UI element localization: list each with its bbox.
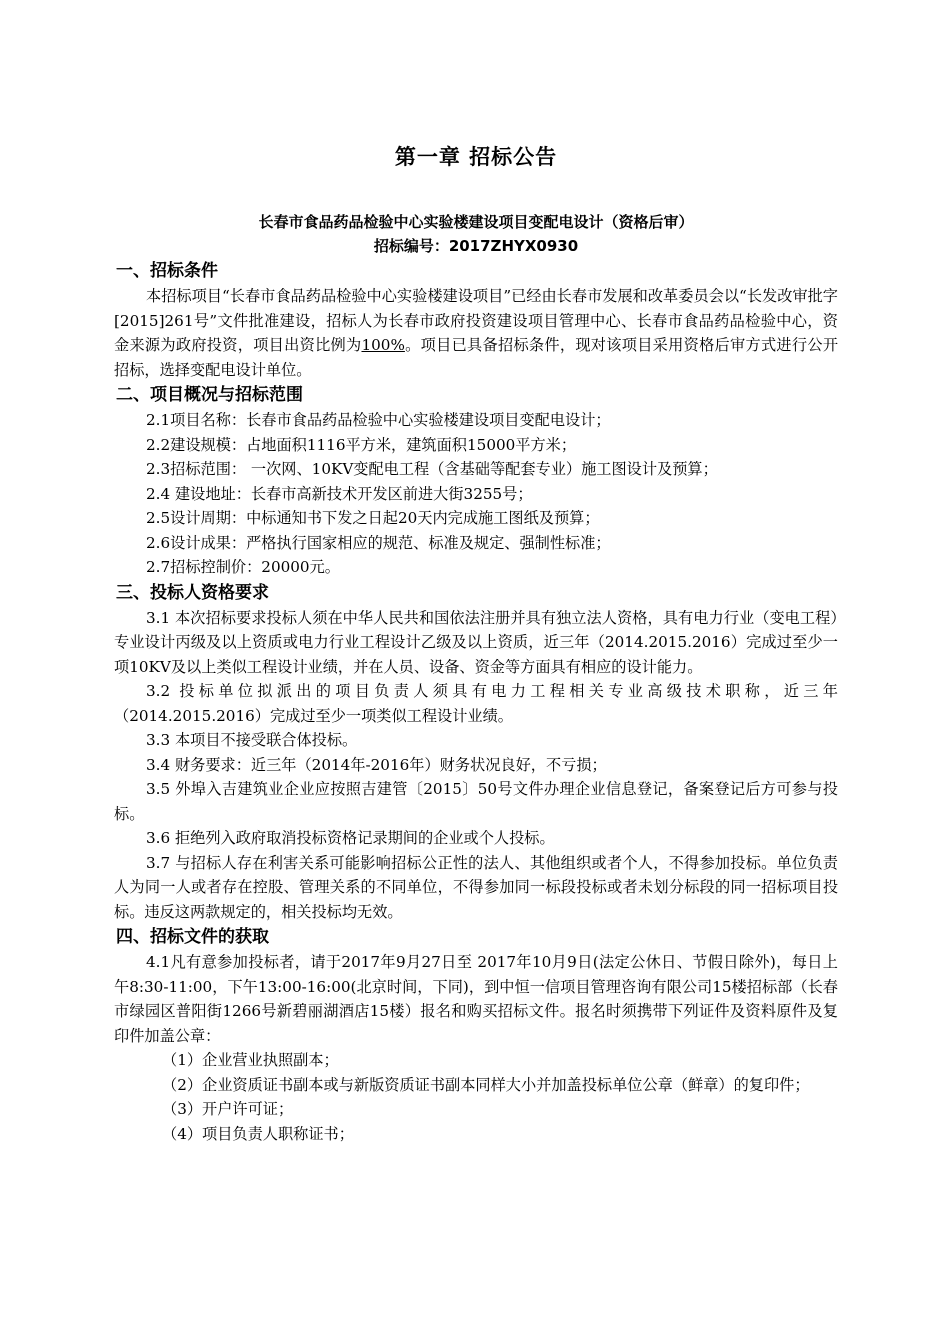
overview-item: 2.5设计周期：中标通知书下发之日起20天内完成施工图纸及预算； bbox=[146, 509, 600, 527]
project-title: 长春市食品药品检验中心实验楼建设项目变配电设计（资格后审） bbox=[258, 213, 694, 231]
qualification-paragraph: 3.7 与招标人存在利害关系可能影响招标公正性的法人、其他组织或者个人，不得参加投标。单位负责人为同一人或者存在控股、管理关系的不同单位，不得参加同一标段投标或者未划分标段的同一招标项目投标。违反这两款规定的，相关投标均无效。 bbox=[114, 853, 838, 921]
required-document-item: （2）企业资质证书副本或与新版资质证书副本同样大小并加盖投标单位公章（鲜章）的复印件； bbox=[162, 1075, 810, 1094]
required-document-item: （1）企业营业执照副本； bbox=[162, 1051, 339, 1069]
qualification-paragraph: 3.3 本项目不接受联合体投标。 bbox=[146, 731, 358, 749]
qualification-paragraph: 3.6 拒绝列入政府取消投标资格记录期间的企业或个人投标。 bbox=[146, 829, 555, 847]
chapter-title: 第一章 招标公告 bbox=[394, 145, 558, 169]
section-heading-4: 四、招标文件的获取 bbox=[116, 927, 269, 947]
document-page bbox=[114, 0, 838, 1146]
qualification-paragraph: 3.2 投标单位拟派出的项目负责人须具有电力工程相关专业高级技术职称，近三年（2014.2015.2016）完成过至少一项类似工程设计业绩。 bbox=[114, 682, 838, 725]
overview-item: 2.2建设规模：占地面积1116平方米，建筑面积15000平方米； bbox=[146, 435, 577, 454]
overview-item: 2.4 建设地址：长春市高新技术开发区前进大街3255号； bbox=[146, 484, 533, 503]
required-document-item: （3）开户许可证； bbox=[162, 1100, 294, 1118]
section-heading-1: 一、招标条件 bbox=[116, 261, 218, 281]
section-1-text-b: 。项目已具备招标条件，现对该项目采用资格后审方式进行公开招标，选择变配电设计单位。 bbox=[114, 336, 839, 379]
overview-item: 2.1项目名称：长春市食品药品检验中心实验楼建设项目变配电设计； bbox=[146, 411, 611, 429]
section-heading-3: 三、投标人资格要求 bbox=[116, 582, 269, 603]
project-code: 招标编号：2017ZHYX0930 bbox=[373, 237, 579, 255]
overview-item: 2.3招标范围： 一次网、10KV变配电工程（含基础等配套专业）施工图设计及预算； bbox=[146, 460, 718, 478]
overview-item: 2.6设计成果：严格执行国家相应的规范、标准及规定、强制性标准； bbox=[146, 533, 611, 552]
qualification-paragraph: 3.1 本次招标要求投标人须在中华人民共和国依法注册并具有独立法人资格，具有电力行业（变电工程）专业设计丙级及以上资质或电力行业工程设计乙级及以上资质，近三年（2014.2015.2016）完成过至少一项10KV及以上类似工程设计业绩，并在人员、设备、资金等方面具有相应的设计能力。 bbox=[114, 608, 838, 676]
overview-item: 2.7招标控制价：20000元。 bbox=[146, 558, 340, 576]
qualification-paragraph: 3.4 财务要求：近三年（2014年-2016年）财务状况良好，不亏损； bbox=[146, 755, 607, 774]
acquisition-paragraph: 4.1凡有意参加投标者，请于2017年9月27日至 2017年10月9日(法定公休日、节假日除外)，每日上午8:30-11:00，下午13:00-16:00(北京时间，下同)，到中恒一信项目管理咨询有限公司15楼招标部（长春市绿园区普阳街1266号新碧丽湖酒店15楼）报名和购买招标文件。报名时须携带下列证件及资料原件及复印件加盖公章： bbox=[114, 953, 838, 1045]
required-document-item: （4）项目负责人职称证书； bbox=[162, 1124, 354, 1143]
section-heading-2: 二、项目概况与招标范围 bbox=[116, 385, 303, 405]
funding-ratio: 100% bbox=[361, 336, 405, 354]
section-1-text-a: 本招标项目“长春市食品药品检验中心实验楼建设项目”已经由长春市发展和改革委员会以“长发改审批字[2015]261号”文件批准建设，招标人为长春市政府投资建设项目管理中心、长春市食品药品检验中心，资金来源为政府投资，项目出资比例为 bbox=[114, 287, 838, 354]
qualification-paragraph: 3.5 外埠入吉建筑业企业应按照吉建管〔2015〕50号文件办理企业信息登记，备案登记后方可参与投标。 bbox=[114, 780, 838, 823]
section-1-paragraph bbox=[114, 284, 838, 382]
